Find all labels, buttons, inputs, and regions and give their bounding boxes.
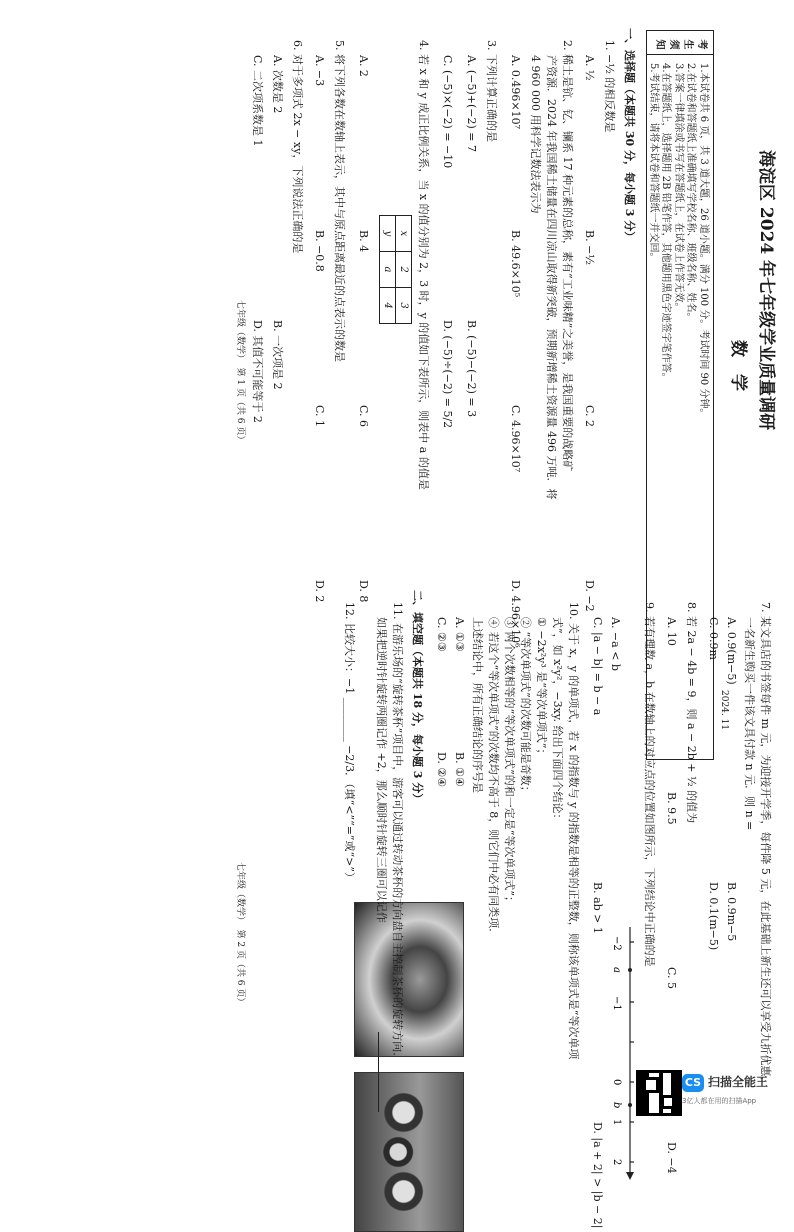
axis-label: 0 — [611, 1079, 622, 1086]
option: D. (−5)÷(−2) = 5/2 — [441, 320, 454, 429]
xy-table — [379, 215, 412, 324]
option: B. (−5)−(−2) = 3 — [465, 320, 478, 418]
option: A. 0.9(m−5) — [725, 617, 738, 685]
statement: ② “等次单项式”的次数可能是奇数； — [519, 617, 532, 797]
axis-label: 1 — [611, 1119, 622, 1126]
question-stem-cont: 产资源．2024 年我国稀土储量在四川凉山取得新突破，预期新增稀土资源量 496 万吨．将 — [545, 55, 558, 500]
option: C. (−5)×(−2) = −10 — [441, 55, 454, 169]
notice-line: 1.本试卷共 6 页，共 3 道大题，26 道小题。满分 100 分。考试时间 90 分钟。 — [698, 63, 709, 419]
option: C. |a − b| = b − a — [591, 617, 604, 716]
option: B. −½ — [583, 230, 596, 265]
scanner-app-name: 扫描全能王 — [708, 1075, 769, 1089]
statement: ③ 两个次数相等的“等次单项式”的和一定是“等次单项式”； — [503, 617, 516, 907]
number-line — [608, 922, 642, 1182]
question-stem-cont: 式”，如 x²y²，−3xy. 给出下面四个结论： — [551, 617, 564, 825]
question-stem-cont: 上述结论中，所有正确结论的序号是 — [471, 617, 484, 793]
question-stem: 5. 将下列各数在数轴上表示，其中与原点距离最近的点表示的数是 — [333, 40, 346, 362]
option: C. 二次项系数是 1 — [251, 55, 264, 147]
page-footer: 七年级（数学） 第 2 页（共 6 页） — [235, 862, 245, 1007]
notice-line: 4.在答题纸上，选择题用 2B 铅笔作答，其他题用黑色字迹签字笔作答。 — [660, 63, 672, 383]
option: D. 0.1(m−5) — [707, 882, 720, 951]
question-stem: 3. 下列计算正确的是 — [485, 40, 498, 142]
section-heading: 一、选择题（本题共 30 分，每小题 3 分） — [623, 28, 636, 243]
question-stem: 8. 若 2a − 4b = 9，则 a − 2b + ½ 的值为 — [685, 602, 698, 824]
option: A. ①③ — [453, 617, 466, 652]
option: B. 0.9m−5 — [725, 882, 738, 942]
table-cell: y — [380, 216, 396, 252]
option: B. 49.6×10⁵ — [509, 230, 522, 298]
option: A. 2 — [357, 55, 370, 77]
axis-label: a — [611, 967, 622, 973]
notice-line: 2.在试卷和答题纸上准确填写学校名称、班级名称、姓名。 — [685, 63, 697, 323]
option: D. 2 — [313, 580, 326, 603]
option: B. 一次项是 2 — [271, 320, 284, 390]
table-cell: a — [380, 252, 396, 288]
option: A. 10 — [665, 617, 678, 646]
option: D. |a + 2| > |b − 2| — [591, 1122, 604, 1229]
option: B. 4 — [357, 230, 370, 253]
notice-line: 5.考试结束，请将本试卷和答题纸一并交回。 — [648, 63, 659, 263]
axis-label: 2 — [611, 1159, 622, 1166]
option: B. 9.5 — [665, 792, 678, 825]
option: A. ½ — [583, 55, 596, 81]
scanner-slogan: 3亿人都在用的扫描App — [682, 1097, 757, 1105]
option: A. 次数是 2 — [271, 55, 284, 114]
question-stem: 10. 关于 x，y 的单项式，若 x 的指数与 y 的指数是相等的正整数，则称该单项式是“等次单项 — [567, 602, 580, 1060]
question-stem: 4. 若 x 和 y 成正比例关系，当 x 的值分别为 2，3 时，y 的值如下表所示，则表中 a 的值是 — [417, 40, 430, 490]
option: C. 2 — [583, 405, 596, 428]
option: D. −2 — [583, 580, 596, 612]
option: B. ab > 1 — [591, 882, 604, 934]
page-footer: 七年级（数学） 第 1 页（共 6 页） — [235, 300, 245, 445]
question-stem: 12. 比较大小：−1 ________ −2/3．（填“<”“=”或“>”） — [343, 602, 356, 884]
option: D. 其值不可能等于 2 — [251, 320, 264, 423]
statement: ④ 若这个“等次单项式”的次数均不高于 8，则它们中必有同类项． — [487, 617, 500, 940]
option: C. 6 — [357, 405, 370, 428]
option: A. −3 — [313, 55, 326, 87]
question-stem: 11. 在游乐场的“旋转茶杯”项目中，游客可以通过转动茶杯的方向盘自主控制茶杯的旋转方向． — [391, 602, 404, 1064]
question-stem-cont: 4 960 000 用科学记数法表示为 — [529, 55, 542, 214]
notice-label: 考生须知 — [647, 31, 713, 55]
option: A. (−5)+(−2) = 7 — [465, 55, 478, 152]
option: C. 1 — [313, 405, 326, 428]
teacup-ride-photo — [354, 902, 464, 1057]
statement: ① −2x²y³ 是“等次单项式”； — [535, 617, 548, 760]
question-stem: 7. 某文具店的书签每件 m 元，为迎接开学季，每件降 5 元，在此基础上新生还可以享受九折优惠， — [759, 602, 772, 1088]
qr-code-icon — [636, 1070, 682, 1116]
option: D. 8 — [357, 580, 370, 603]
table-cell: 3 — [396, 288, 412, 324]
axis-label: −2 — [611, 936, 622, 951]
option: A. 0.496×10⁷ — [509, 55, 522, 130]
option: D. ②④ — [435, 752, 448, 788]
table-cell: 4 — [380, 288, 396, 324]
question-stem: 2. 稀土是钪、钇、镧系 17 种元素的总称，素有“工业味精”之美誉，是我国重要的战略矿 — [561, 40, 574, 472]
table-cell: 2 — [396, 252, 412, 288]
question-stem: 1. −½ 的相反数是 — [603, 40, 616, 133]
option: C. 4.96×10⁷ — [509, 405, 522, 473]
option: B. −0.8 — [313, 230, 326, 272]
axis-label: −1 — [611, 996, 622, 1011]
section-heading: 二、填空题（本题共 18 分，每小题 3 分） — [411, 590, 424, 805]
exam-date: 2024. 11 — [719, 690, 729, 731]
exam-title: 海淀区 2024 年七年级学业质量调研 — [756, 150, 776, 431]
option: A. −a < b — [609, 617, 622, 671]
answer-blank — [378, 1032, 392, 1112]
question-stem-cont: 一名新生购买一件该文具付款 n 元．则 n = — [743, 617, 756, 831]
table-cell: x — [396, 216, 412, 252]
question-stem: 6. 对于多项式 2x − xy，下列说法正确的是 — [291, 40, 304, 254]
exam-page-2 — [0, 562, 794, 1229]
option: D. −4 — [665, 1142, 678, 1174]
camscanner-logo-icon: CS — [682, 1074, 704, 1092]
option: C. 5 — [665, 967, 678, 990]
option: C. 0.9m — [707, 617, 720, 660]
teacup-ride-photo — [354, 1072, 464, 1232]
option: B. ①④ — [453, 752, 466, 787]
question-stem: 9. 若有理数 a，b 在数轴上的对应点的位置如图所示，下列结论中正确的是 — [643, 602, 656, 967]
axis-label: b — [611, 1102, 622, 1109]
notice-line: 3.答案一律填涂或书写在答题纸上，在试卷上作答无效。 — [673, 63, 684, 313]
question-stem-cont: 如果把逆时针旋转两圈记作 +2，那么顺时针旋转三圈可以记作 — [375, 617, 388, 923]
scanner-watermark — [636, 1070, 786, 1114]
option: C. ②③ — [435, 617, 448, 652]
subject-heading: 数 学 — [728, 340, 748, 391]
option: D. 4.96×10⁶ — [509, 580, 522, 648]
